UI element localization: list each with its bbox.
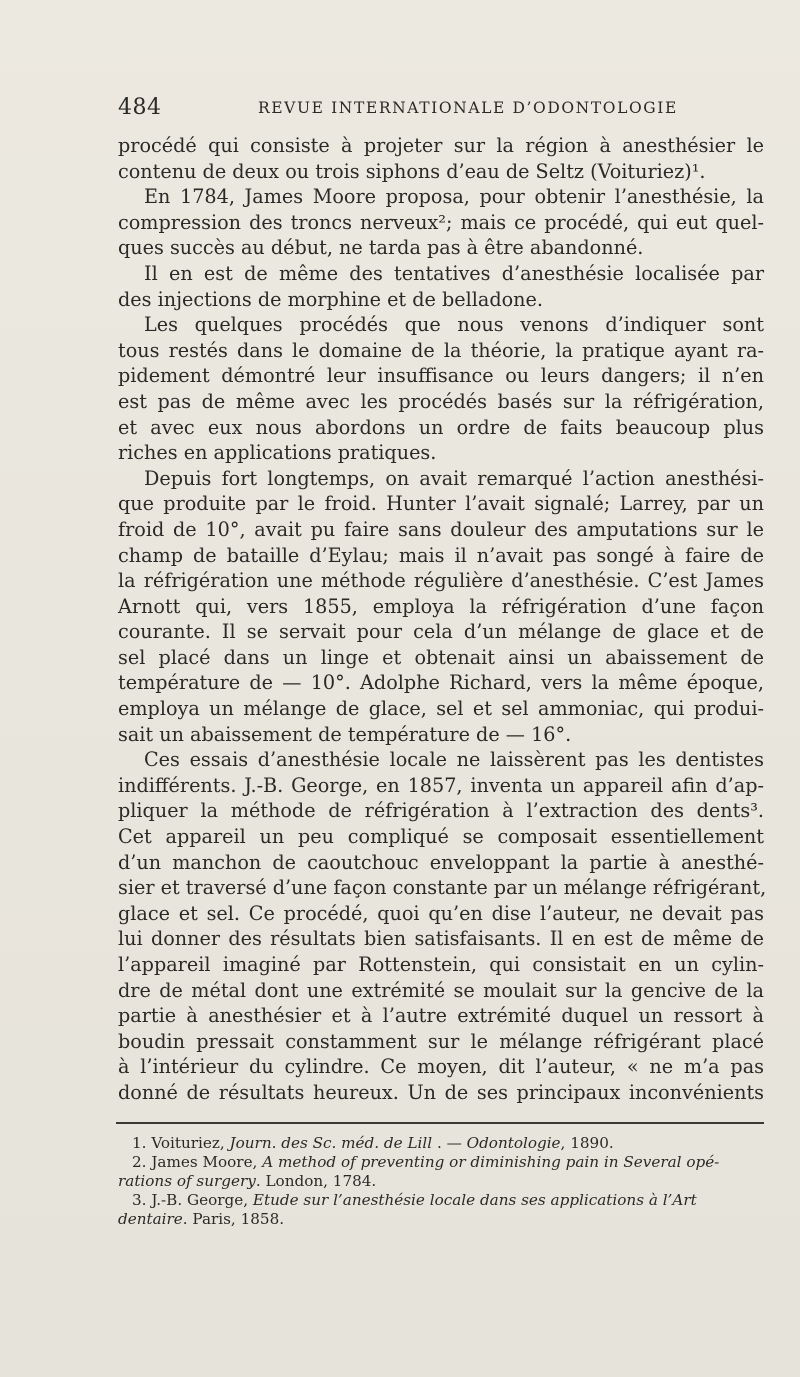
text-line: que produite par le froid. Hunter l’avait signalé; Larrey, par un	[118, 492, 764, 516]
text-line: compression des troncs nerveux²; mais ce procédé, qui eut quel-	[118, 210, 764, 234]
text-line: partie à anesthésier et à l’autre extrémité duquel un ressort à	[118, 1004, 764, 1028]
text-line: sier et traversé d’une façon constante par un mélange réfrigérant,	[118, 876, 767, 900]
footnote-text: , 1890.	[560, 1134, 614, 1152]
text-line: champ de bataille d’Eylau; mais il n’avait pas songé à faire de	[118, 543, 764, 567]
footnote-text: . Paris, 1858.	[182, 1210, 285, 1228]
text-line: riches en applications pratiques.	[118, 441, 437, 465]
text-line: employa un mélange de glace, sel et sel ammoniac, qui produi-	[118, 697, 764, 721]
text-line: pliquer la méthode de réfrigération à l’extraction des dents³.	[118, 799, 764, 823]
text-line: Ces essais d’anesthésie locale ne laissèrent pas les dentistes	[144, 748, 764, 772]
footnote-text: 1. Voituriez,	[132, 1134, 230, 1152]
text-line: boudin pressait constamment sur le mélange réfrigérant placé	[118, 1029, 764, 1053]
text-line: glace et sel. Ce procédé, quoi qu’en dise l’auteur, ne devait pas	[118, 901, 764, 925]
text-line: courante. Il se servait pour cela d’un mélange de glace et de	[118, 620, 764, 644]
text-line: la réfrigération une méthode régulière d’anesthésie. C’est James	[118, 569, 764, 593]
text-line: froid de 10°, avait pu faire sans douleur des amputations sur le	[118, 517, 764, 541]
text-line: Cet appareil un peu compliqué se composait essentiellement	[118, 825, 764, 849]
text-line: l’appareil imaginé par Rottenstein, qui consistait en un cylin-	[118, 953, 764, 976]
running-head	[118, 95, 758, 125]
text-line: est pas de même avec les procédés basés sur la réfrigération,	[118, 389, 764, 413]
footnote-line	[118, 1134, 768, 1153]
text-line: et avec eux nous abordons un ordre de faits beaucoup plus	[118, 415, 764, 439]
text-line: Il en est de même des tentatives d’anesthésie localisée par	[144, 261, 764, 285]
text-line: ques succès au début, ne tarda pas à être abandonné.	[118, 236, 644, 260]
footnote-line	[118, 1153, 768, 1172]
footnote-line	[118, 1191, 768, 1210]
text-line: pidement démontré leur insuffisance ou leurs dangers; il n’en	[118, 364, 764, 388]
footnote-italic-text: rations of surgery	[118, 1172, 256, 1190]
footnote-text: . —	[432, 1134, 467, 1152]
footnotes	[118, 1134, 768, 1229]
text-line: Arnott qui, vers 1855, employa la réfrigération d’une façon	[118, 594, 764, 618]
text-line: sait un abaissement de température de — 16°.	[118, 722, 572, 746]
text-line: Les quelques procédés que nous venons d’indiquer sont	[144, 313, 764, 337]
footnote-italic-text: dentaire	[118, 1210, 183, 1228]
footnote-text: 3. J.-B. George,	[132, 1191, 253, 1209]
text-line: sel placé dans un linge et obtenait ainsi un abaissement de	[118, 645, 764, 669]
text-line: à l’intérieur du cylindre. Ce moyen, dit l’auteur, « ne m’a pas	[118, 1055, 764, 1079]
text-line: indifférents. J.-B. George, en 1857, inventa un appareil afin d’ap-	[118, 773, 764, 797]
footnote-line	[118, 1172, 768, 1191]
text-line: procédé qui consiste à projeter sur la région à anesthésier le	[118, 134, 764, 157]
text-line: Depuis fort longtemps, on avait remarqué l’action anesthési-	[144, 466, 764, 490]
footnote-text: . London, 1784.	[255, 1172, 377, 1190]
footnote-italic-text: Odontologie	[466, 1134, 561, 1152]
footnote-text: 2. James Moore,	[132, 1153, 263, 1171]
text-line: contenu de deux ou trois siphons d’eau de Seltz (Voituriez)¹.	[118, 159, 706, 183]
footnote-italic-text: Journ. des Sc. méd. de Lill	[229, 1134, 433, 1152]
footnote-italic-text: A method of preventing or diminishing pain in Several opé-	[262, 1153, 720, 1171]
text-line: donné de résultats heureux. Un de ses principaux inconvénients	[118, 1080, 764, 1104]
footnote-italic-text: Etude sur l’anesthésie locale dans ses applications à l’Art	[252, 1191, 697, 1209]
text-line: lui donner des résultats bien satisfaisants. Il en est de même de	[118, 927, 764, 951]
text-line: dre de métal dont une extrémité se moulait sur la gencive de la	[118, 978, 764, 1002]
body-text	[118, 133, 767, 1106]
page-number: 484	[118, 95, 162, 120]
footnote-line	[118, 1210, 768, 1229]
text-line: température de — 10°. Adolphe Richard, vers la même époque,	[118, 671, 764, 695]
text-line: tous restés dans le domaine de la théorie, la pratique ayant ra-	[118, 338, 764, 362]
text-line: d’un manchon de caoutchouc enveloppant la partie à anesthé-	[118, 850, 764, 874]
text-line: des injections de morphine et de belladone.	[118, 287, 543, 311]
footnote-separator	[116, 1122, 764, 1124]
journal-title: REVUE INTERNATIONALE D’ODONTOLOGIE	[258, 99, 678, 117]
text-line: En 1784, James Moore proposa, pour obtenir l’anesthésie, la	[144, 185, 764, 209]
